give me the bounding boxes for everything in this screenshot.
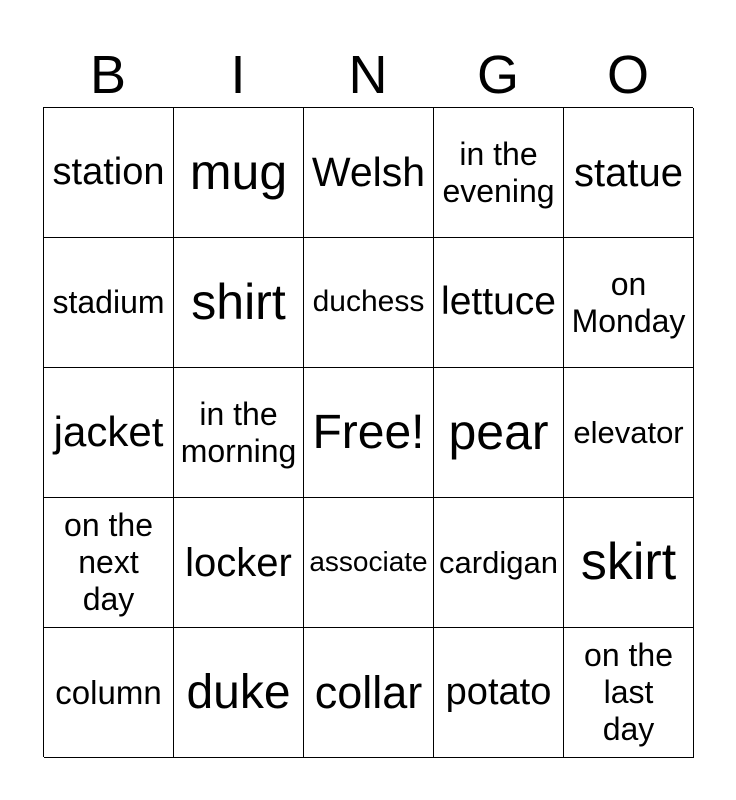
- bingo-cell[interactable]: locker: [174, 498, 304, 628]
- header-letter-o: O: [606, 45, 649, 105]
- bingo-cell[interactable]: statue: [564, 108, 694, 238]
- bingo-cell[interactable]: on the next day: [44, 498, 174, 628]
- bingo-cell[interactable]: Welsh: [304, 108, 434, 238]
- bingo-cell[interactable]: on Monday: [564, 238, 694, 368]
- bingo-cell[interactable]: jacket: [44, 368, 174, 498]
- header-letter-n: N: [348, 45, 388, 105]
- bingo-cell[interactable]: collar: [304, 628, 434, 758]
- bingo-cell[interactable]: Free!: [304, 368, 434, 498]
- bingo-cell[interactable]: in the morning: [174, 368, 304, 498]
- bingo-cell[interactable]: pear: [434, 368, 564, 498]
- bingo-cell[interactable]: associate: [304, 498, 434, 628]
- bingo-cell[interactable]: duke: [174, 628, 304, 758]
- bingo-cell[interactable]: cardigan: [434, 498, 564, 628]
- bingo-cell[interactable]: column: [44, 628, 174, 758]
- bingo-cell[interactable]: potato: [434, 628, 564, 758]
- bingo-cell[interactable]: elevator: [564, 368, 694, 498]
- bingo-cell[interactable]: shirt: [174, 238, 304, 368]
- bingo-cell[interactable]: duchess: [304, 238, 434, 368]
- bingo-board: [43, 107, 693, 757]
- header-letter-g: G: [476, 45, 519, 105]
- bingo-cell[interactable]: stadium: [44, 238, 174, 368]
- bingo-cell[interactable]: lettuce: [434, 238, 564, 368]
- bingo-cell[interactable]: in the evening: [434, 108, 564, 238]
- bingo-cell[interactable]: station: [44, 108, 174, 238]
- bingo-cell[interactable]: mug: [174, 108, 304, 238]
- bingo-cell[interactable]: skirt: [564, 498, 694, 628]
- bingo-header: [43, 42, 693, 108]
- header-letter-i: I: [230, 45, 246, 105]
- header-letter-b: B: [89, 45, 127, 105]
- bingo-cell[interactable]: on the last day: [564, 628, 694, 758]
